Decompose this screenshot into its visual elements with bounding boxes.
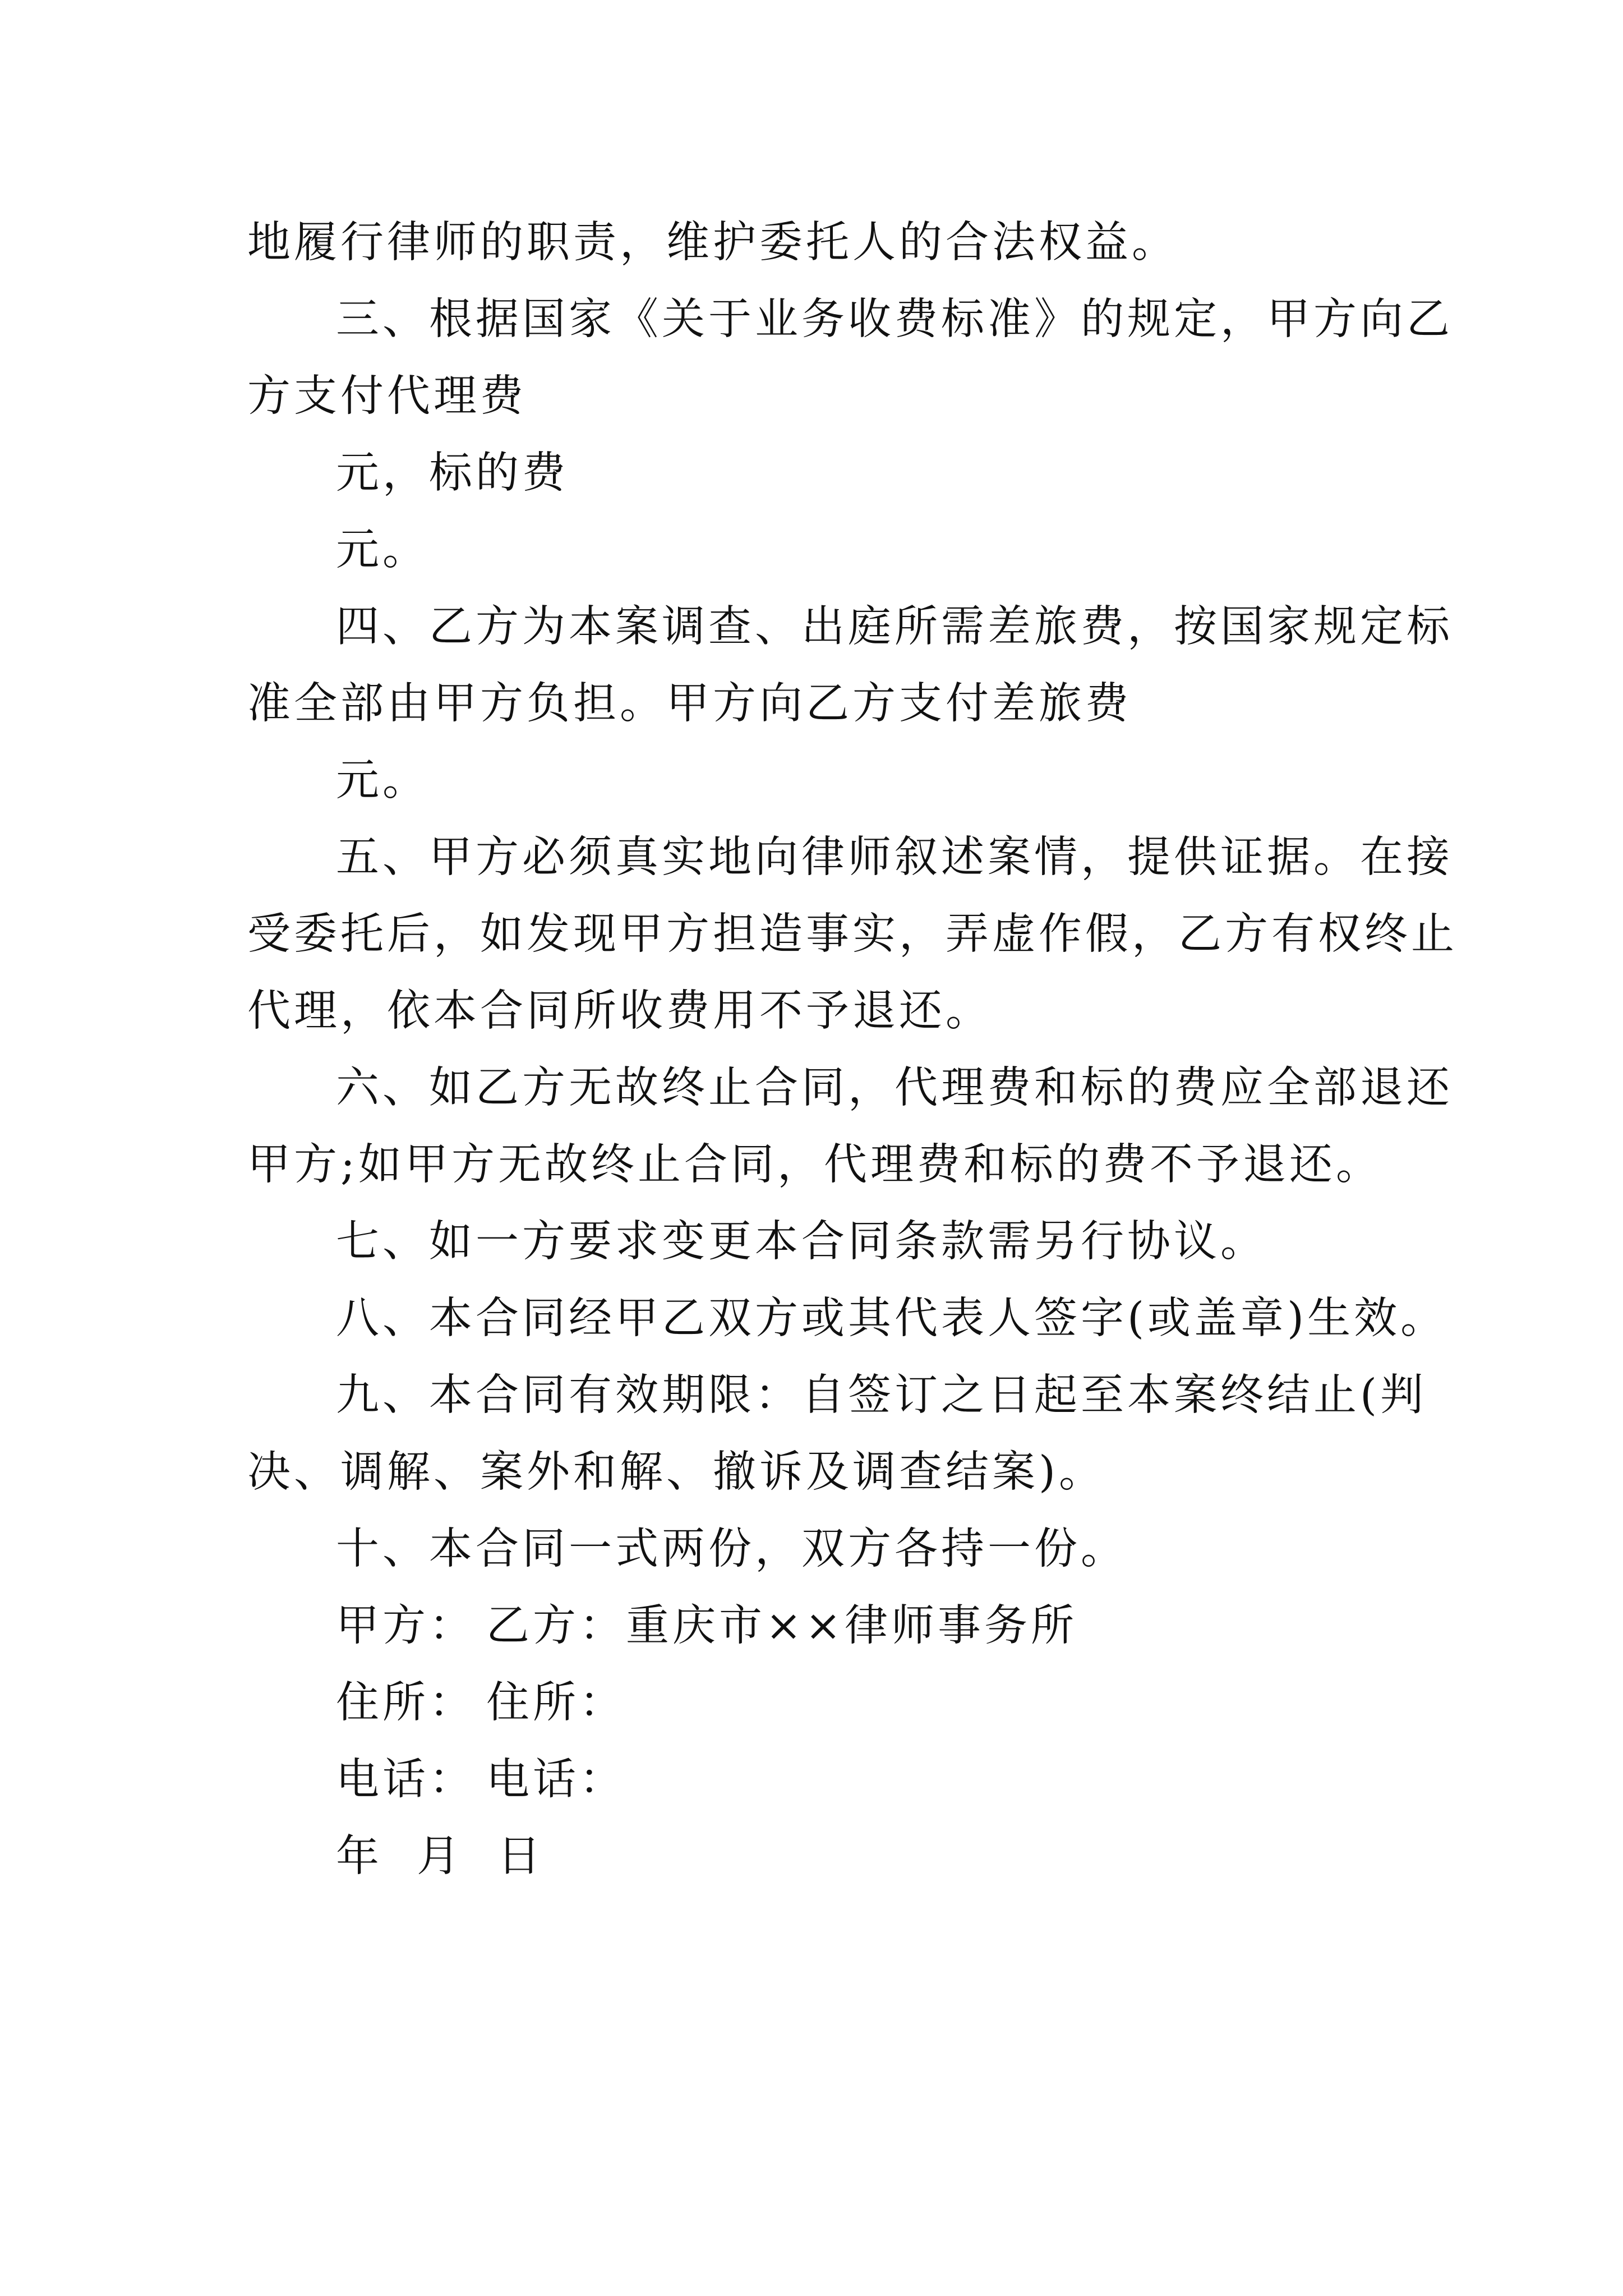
contract-line: 准全部由甲方负担。甲方向乙方支付差旅费: [247, 679, 1132, 729]
contract-line: 决、调解、案外和解、撤诉及调查结案)。: [247, 1447, 1106, 1497]
party-a-phone-label: 电话：: [336, 1755, 476, 1805]
contract-line: 五、甲方必须真实地向律师叙述案情，提供证据。在接: [336, 832, 1453, 882]
contract-line: 七、如一方要求变更本合同条款需另行协议。: [336, 1217, 1267, 1267]
contract-line: 九、本合同有效期限：自签订之日起至本案终结止(判: [336, 1370, 1427, 1420]
contract-line: 八、本合同经甲乙双方或其代表人签字(或盖章)生效。: [336, 1294, 1447, 1343]
contract-body: [247, 204, 1458, 1895]
signature-party-row: [247, 1588, 1391, 1664]
party-b-phone-label: 电话：: [486, 1755, 626, 1805]
contract-line: 代理，依本合同所收费用不予退还。: [247, 986, 992, 1036]
contract-line: 六、如乙方无故终止合同，代理费和标的费应全部退还: [336, 1063, 1453, 1113]
contract-line: 十、本合同一式两份，双方各持一份。: [336, 1524, 1127, 1574]
party-b-label: 乙方：重庆市××律师事务所: [486, 1601, 1078, 1651]
contract-line: 四、乙方为本案调查、出庭所需差旅费，按国家规定标: [336, 602, 1453, 652]
signature-phone-row: [247, 1741, 1391, 1818]
contract-line: 甲方;如甲方无故终止合同，代理费和标的费不予退还。: [247, 1140, 1382, 1190]
contract-line: 元。: [336, 525, 429, 575]
party-a-address-label: 住所：: [336, 1678, 476, 1728]
date-line: 年 月 日: [336, 1832, 544, 1881]
contract-line: 受委托后，如发现甲方担造事实，弄虚作假，乙方有权终止: [247, 909, 1458, 959]
party-a-label: 甲方：: [336, 1601, 476, 1651]
signature-address-row: [247, 1664, 1391, 1741]
party-b-address-label: 住所：: [486, 1678, 626, 1728]
contract-line: 元，标的费: [336, 448, 569, 498]
contract-line: 三、根据国家《关于业务收费标准》的规定，甲方向乙: [336, 295, 1453, 344]
contract-line: 方支付代理费: [247, 371, 527, 421]
contract-line: 地履行律师的职责，维护委托人的合法权益。: [247, 218, 1178, 268]
contract-line: 元。: [336, 756, 429, 806]
